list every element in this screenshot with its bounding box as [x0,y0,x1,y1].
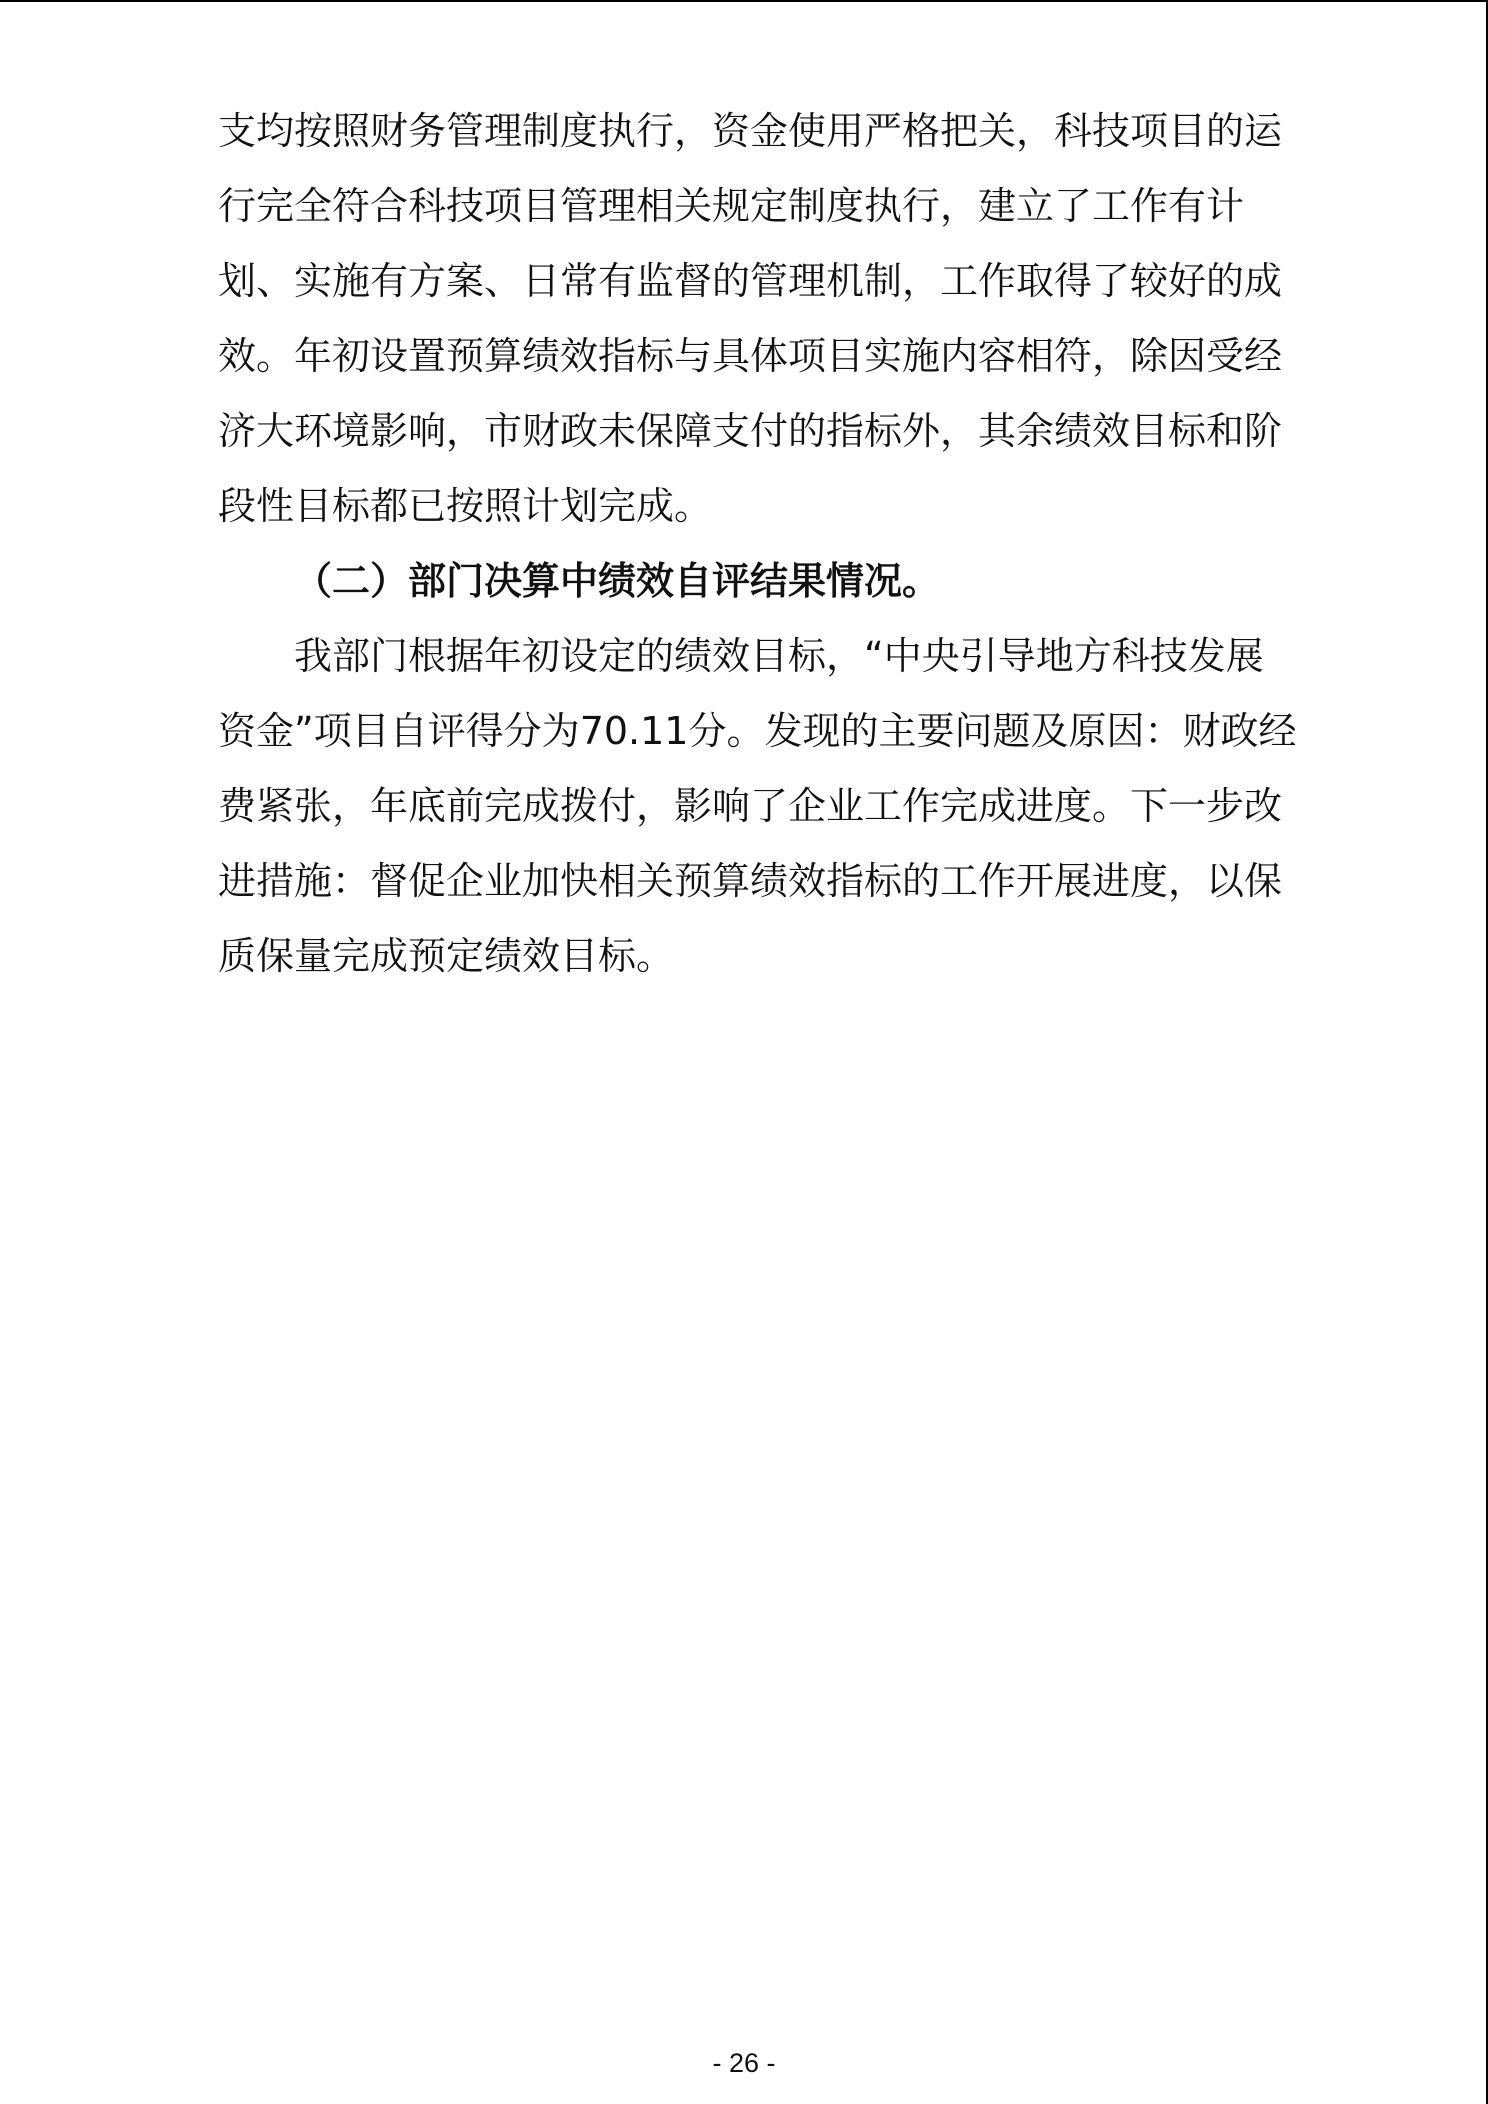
paragraph-line: 济大环境影响，市财政未保障支付的指标外，其余绩效目标和阶 [218,409,1283,453]
paragraph-line: 进措施：督促企业加快相关预算绩效指标的工作开展进度，以保 [218,859,1283,903]
section-heading: （二）部门决算中绩效自评结果情况。 [294,559,941,603]
paragraph-line: 行完全符合科技项目管理相关规定制度执行，建立了工作有计 [218,184,1245,228]
paragraph-line: 支均按照财务管理制度执行，资金使用严格把关，科技项目的运 [218,109,1283,153]
page-number: - 26 - [712,2048,776,2078]
paragraph-line: 资金”项目自评得分为70.11分。发现的主要问题及原因：财政经 [218,709,1297,753]
paragraph-line: 划、实施有方案、日常有监督的管理机制，工作取得了较好的成 [218,259,1283,303]
paragraph-line: 段性目标都已按照计划完成。 [218,484,713,528]
paragraph-line: 效。年初设置预算绩效指标与具体项目实施内容相符，除因受经 [218,334,1283,378]
paragraph-line: 我部门根据年初设定的绩效目标，“中央引导地方科技发展 [294,634,1264,678]
paragraph-line: 质保量完成预定绩效目标。 [218,934,675,978]
paragraph-line: 费紧张，年底前完成拨付，影响了企业工作完成进度。下一步改 [218,784,1283,828]
